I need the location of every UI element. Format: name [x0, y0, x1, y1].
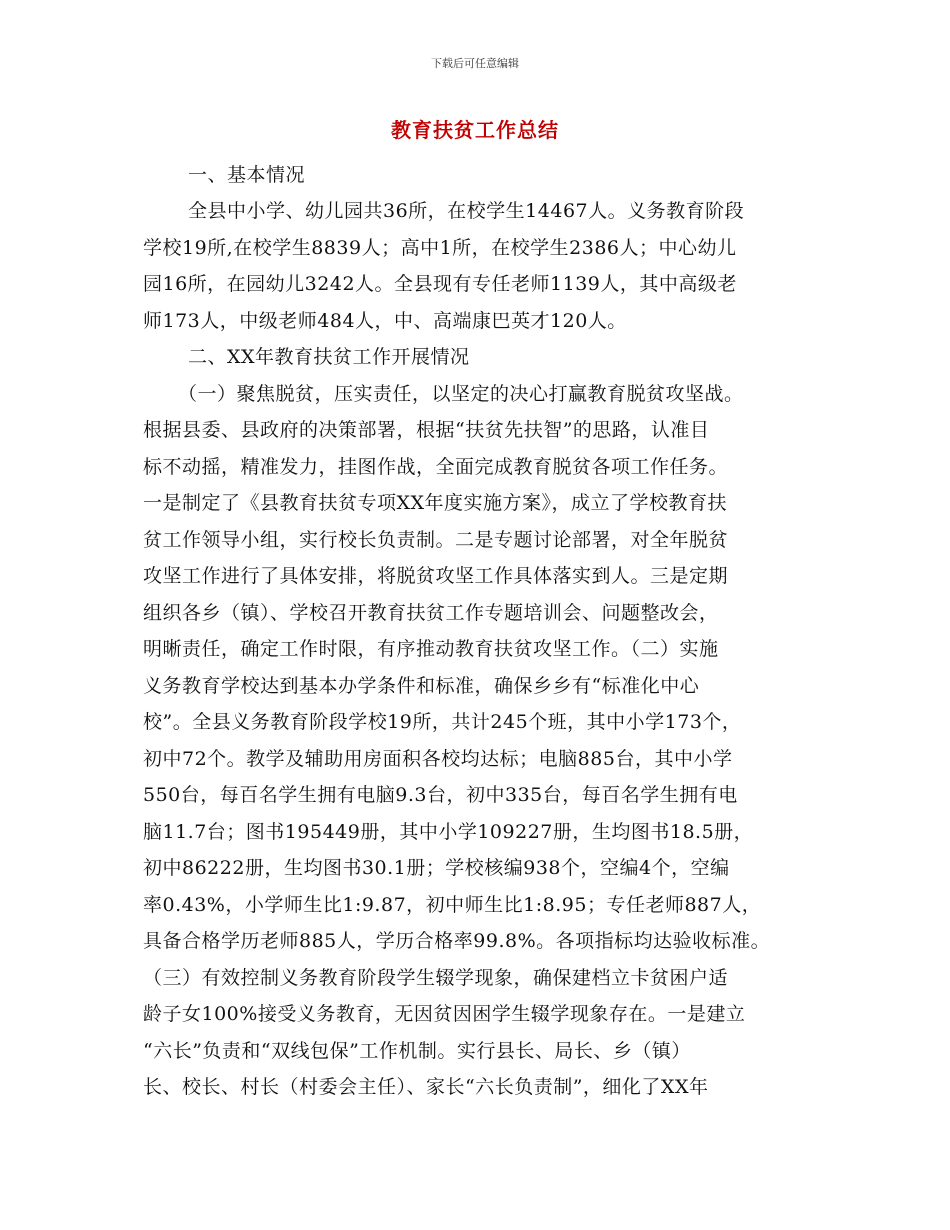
paragraph-line: 率0.43%，小学师生比1:9.87，初中师生比1:8.95；专任老师887人， — [143, 894, 762, 916]
paragraph-line: 全县中小学、幼儿园共36所，在校学生14467人。义务教育阶段 — [188, 200, 745, 222]
paragraph-line: 义务教育学校达到基本办学条件和标准，确保乡乡有“标准化中心 — [143, 675, 700, 697]
paragraph-line: 攻坚工作进行了具体安排，将脱贫攻坚工作具体落实到人。三是定期 — [143, 565, 729, 587]
paragraph-line: 标不动摇，精准发力，挂图作战，全面完成教育脱贫各项工作任务。 — [143, 456, 729, 478]
paragraph-line: 园16所，在园幼儿3242人。全县现有专任老师1139人，其中高级老 — [143, 273, 737, 295]
paragraph-line: （一）聚焦脱贫，压实责任，以坚定的决心打赢教育脱贫攻坚战。 — [178, 383, 744, 405]
document-title: 教育扶贫工作总结 — [391, 118, 559, 142]
paragraph-line: “六长”负责和“双线包保”工作机制。实行县长、局长、乡（镇） — [143, 1040, 691, 1062]
paragraph-line: 根据县委、县政府的决策部署，根据“扶贫先扶智”的思路，认准目 — [143, 419, 710, 441]
paragraph-line: 龄子女100%接受义务教育，无因贫因困学生辍学现象存在。一是建立 — [143, 1003, 746, 1025]
page-header: 下载后可任意编辑 — [431, 57, 519, 70]
paragraph-line: 一是制定了《县教育扶贫专项XX年度实施方案》，成立了学校教育扶 — [143, 492, 728, 514]
paragraph-line: 组织各乡（镇）、学校召开教育扶贫工作专题培训会、问题整改会， — [143, 602, 719, 624]
paragraph-line: 脑11.7台；图书195449册，其中小学109227册，生均图书18.5册， — [143, 821, 754, 843]
paragraph-line: 明晰责任，确定工作时限，有序推动教育扶贫攻坚工作。（二）实施 — [143, 638, 719, 660]
paragraph-line: 初中72个。教学及辅助用房面积各校均达标；电脑885台，其中小学 — [143, 748, 733, 770]
paragraph-line: 师173人，中级老师484人，中、高端康巴英才120人。 — [143, 310, 627, 332]
paragraph-line: 贫工作领导小组，实行校长负责制。二是专题讨论部署，对全年脱贫 — [143, 529, 729, 551]
paragraph-line: 具备合格学历老师885人，学历合格率99.8%。各项指标均达验收标准。 — [143, 930, 771, 952]
paragraph-line: 学校19所,在校学生8839人；高中1所，在校学生2386人；中心幼儿 — [143, 237, 737, 259]
paragraph-line: 长、校长、村长（村委会主任）、家长“六长负责制”，细化了XX年 — [143, 1076, 709, 1098]
paragraph-line: （三）有效控制义务教育阶段学生辍学现象，确保建档立卡贫困户适 — [143, 967, 729, 989]
paragraph-line: 初中86222册，生均图书30.1册；学校核编938个，空编4个，空编 — [143, 857, 730, 879]
paragraph-line: 550台，每百名学生拥有电脑9.3台，初中335台，每百名学生拥有电 — [143, 784, 738, 806]
section-heading: 一、基本情况 — [188, 164, 306, 186]
section-heading: 二、XX年教育扶贫工作开展情况 — [188, 346, 470, 368]
paragraph-line: 校”。全县义务教育阶段学校19所，共计245个班，其中小学173个， — [143, 711, 742, 733]
